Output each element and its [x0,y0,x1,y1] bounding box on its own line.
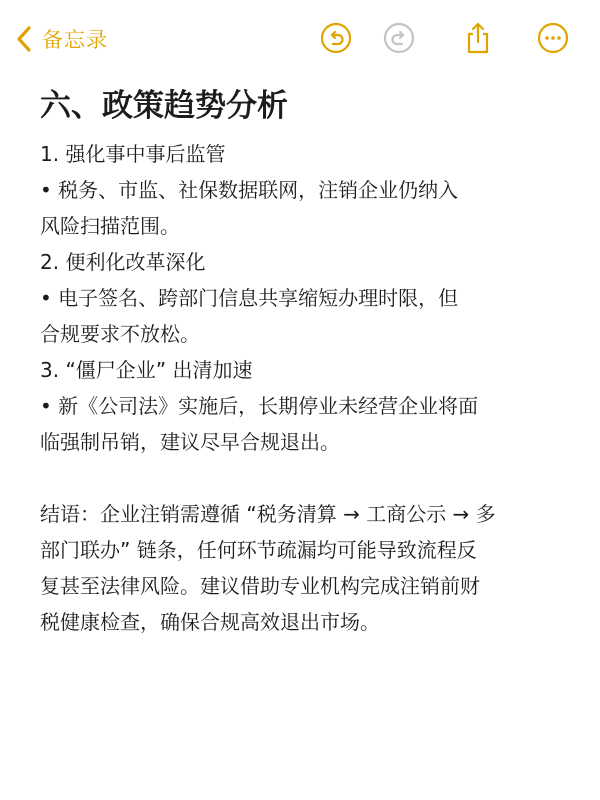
conclusion-line: 部门联办” 链条，任何环节疏漏均可能导致流程反 [40,538,477,562]
back-button[interactable] [14,20,108,58]
note-line: 合规要求不放松。 [40,322,200,346]
share-button[interactable] [461,21,495,55]
note-line: 风险扫描范围。 [40,214,180,238]
undo-icon [320,22,352,54]
redo-icon [383,22,415,54]
paragraph-spacer [40,460,570,496]
note-line: • 新《公司法》实施后，长期停业未经营企业将面 [40,394,479,418]
conclusion-line: 复甚至法律风险。建议借助专业机构完成注销前财 [40,574,480,598]
note-line: 临强制吊销，建议尽早合规退出。 [40,430,340,454]
more-icon [537,22,569,54]
share-icon [462,21,494,55]
chevron-left-icon [14,24,34,54]
redo-button[interactable] [382,21,416,55]
note-line: • 电子签名、跨部门信息共享缩短办理时限，但 [40,286,459,310]
undo-button[interactable] [319,21,353,55]
note-body[interactable] [40,86,570,640]
back-label: 备忘录 [42,28,108,52]
note-line: 1. 强化事中事后监管 [40,142,226,166]
more-button[interactable] [536,21,570,55]
conclusion-line: 结语：企业注销需遵循 “税务清算 → 工商公示 → 多 [40,502,496,526]
navigation-bar [0,0,600,80]
note-line: • 税务、市监、社保数据联网，注销企业仍纳入 [40,178,459,202]
note-line: 2. 便利化改革深化 [40,250,206,274]
note-heading: 六、政策趋势分析 [40,88,288,124]
note-line: 3. “僵尸企业” 出清加速 [40,358,253,382]
conclusion-line: 税健康检查，确保合规高效退出市场。 [40,610,380,634]
